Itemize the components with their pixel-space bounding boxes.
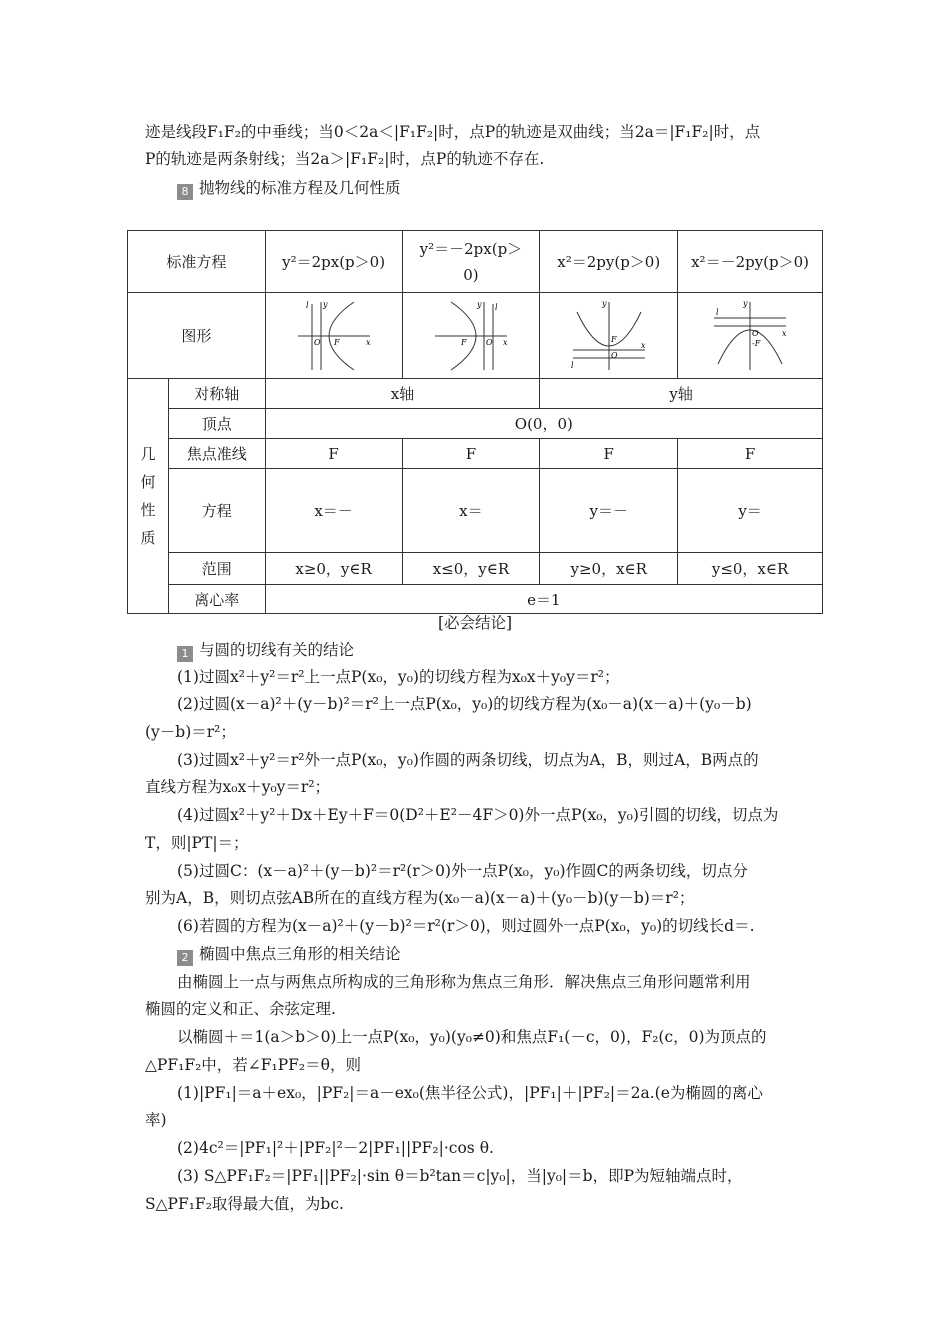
parabola-up-graph (569, 298, 649, 374)
svg-text:x: x (640, 340, 646, 350)
s1-line-2: (2)过圆(x－a)²＋(y－b)²＝r²上一点P(x₀，y₀)的切线方程为(x₀－a)(x－a)＋(y₀－b) (177, 695, 752, 713)
s2-line-8: (3) S△PF₁F₂＝|PF₁||PF₂|·sin θ＝b²tan＝c|y₀|，当|y₀|＝b，即P为短轴端点时， (177, 1167, 743, 1185)
axis-label: 对称轴 (168, 379, 265, 409)
range-2: x≤0，y∈R (402, 553, 540, 585)
svg-text:x: x (782, 328, 787, 338)
graph-label: 图形 (128, 293, 266, 379)
s2-line-4: △PF₁F₂中，若∠F₁PF₂＝θ，则 (145, 1056, 361, 1074)
s2-line-3: 以椭圆＋＝1(a＞b＞0)上一点P(x₀，y₀)(y₀≠0)和焦点F₁(－c，0)，F₂(c，0)为顶点的 (177, 1028, 767, 1046)
directrix-eq-4: y＝ (678, 469, 823, 553)
focus-label: 焦点准线 (168, 439, 265, 469)
section-1-heading (177, 638, 354, 663)
svg-text:O: O (610, 350, 618, 360)
svg-text:y: y (601, 298, 607, 308)
parabola-left-graph (431, 298, 511, 374)
equation-1: y²＝2px(p＞0) (265, 231, 402, 293)
section-number-badge: 1 (177, 646, 193, 662)
directrix-eq-2: x＝ (402, 469, 540, 553)
axis-y: y轴 (540, 379, 823, 409)
equation-2-part-1: y²＝－2px(p＞ (419, 239, 523, 258)
s2-line-7: (2)4c²＝|PF₁|²＋|PF₂|²－2|PF₁||PF₂|·cos θ. (177, 1139, 494, 1157)
svg-text:F: F (460, 337, 467, 347)
graph-down-opening (678, 293, 823, 379)
s1-line-1: (1)过圆x²＋y²＝r²上一点P(x₀，y₀)的切线方程为x₀x＋y₀y＝r²； (177, 668, 620, 686)
s1-line-6: (4)过圆x²＋y²＋Dx＋Ey＋F＝0(D²＋E²－4F＞0)外一点P(x₀，y₀)引圆的切线，切点为 (177, 806, 779, 824)
focus-3: F (540, 439, 678, 469)
section-number-badge: 2 (177, 950, 193, 966)
header-label: 标准方程 (128, 231, 266, 293)
s2-line-2: 椭圆的定义和正、余弦定理. (145, 1000, 336, 1018)
section-title: 椭圆中焦点三角形的相关结论 (199, 945, 401, 963)
svg-text:O: O (485, 337, 493, 347)
section-title: 抛物线的标准方程及几何性质 (199, 179, 401, 197)
vertex-value: O(0，0) (265, 409, 822, 439)
parabola-down-graph (710, 298, 790, 374)
s2-line-5: (1)|PF₁|＝a＋ex₀，|PF₂|＝a－ex₀(焦半径公式)，|PF₁|＋|PF₂|＝2a.(e为椭圆的离心 (177, 1084, 763, 1102)
s2-line-1: 由椭圆上一点与两焦点所构成的三角形称为焦点三角形．解决焦点三角形问题常利用 (177, 973, 751, 991)
graph-left-opening (402, 293, 540, 379)
s1-line-8: (5)过圆C：(x－a)²＋(y－b)²＝r²(r＞0)外一点P(x₀，y₀)作圆C的两条切线，切点分 (177, 862, 748, 880)
range-1: x≥0，y∈R (265, 553, 402, 585)
s2-line-9: S△PF₁F₂取得最大值，为bc. (145, 1195, 344, 1213)
parabola-table (127, 230, 823, 614)
svg-text:F: F (610, 334, 617, 344)
conclusions-title: [必会结论] (437, 614, 513, 632)
svg-text:l: l (570, 360, 574, 370)
focus-2: F (402, 439, 540, 469)
s1-line-7: T，则|PT|＝； (145, 834, 249, 852)
axis-x: x轴 (265, 379, 540, 409)
directrix-eq-label: 方程 (168, 469, 265, 553)
section-2-heading (177, 942, 401, 967)
svg-text:y: y (743, 298, 748, 308)
svg-text:l: l (716, 307, 719, 317)
parabola-right-graph (294, 298, 374, 374)
section-8-heading (177, 176, 401, 201)
svg-text:y: y (476, 299, 482, 309)
focus-1: F (265, 439, 402, 469)
graph-right-opening (265, 293, 402, 379)
directrix-eq-1: x＝－ (265, 469, 402, 553)
focus-4: F (678, 439, 823, 469)
svg-text:l: l (494, 302, 498, 312)
eccentricity-label: 离心率 (168, 585, 265, 614)
svg-text:y: y (322, 299, 328, 309)
svg-text:l: l (305, 300, 309, 310)
equation-2-part-2: 0) (463, 265, 479, 284)
section-title: 与圆的切线有关的结论 (199, 641, 355, 659)
s1-line-5: 直线方程为x₀x＋y₀y＝r²； (145, 778, 331, 796)
svg-text:O: O (313, 337, 321, 347)
svg-text:F: F (333, 337, 340, 347)
range-label: 范围 (168, 553, 265, 585)
svg-text:x: x (365, 337, 371, 347)
range-4: y≤0，x∈R (678, 553, 823, 585)
intro-line-2: P的轨迹是两条射线；当2a＞|F₁F₂|时，点P的轨迹不存在. (145, 150, 545, 168)
svg-text:O: O (752, 328, 759, 338)
s1-line-4: (3)过圆x²＋y²＝r²外一点P(x₀，y₀)作圆的两条切线，切点为A，B，则过A，B两点的 (177, 751, 759, 769)
s1-line-3: (y－b)＝r²； (145, 723, 236, 741)
s1-line-10: (6)若圆的方程为(x－a)²＋(y－b)²＝r²(r＞0)，则过圆外一点P(x₀，y₀)的切线长d＝. (177, 917, 755, 935)
svg-text:x: x (502, 337, 508, 347)
vertex-label: 顶点 (168, 409, 265, 439)
graph-up-opening (540, 293, 678, 379)
s2-line-6: 率) (145, 1111, 167, 1129)
section-number-badge: 8 (177, 184, 193, 200)
equation-4: x²＝－2py(p＞0) (678, 231, 823, 293)
equation-2 (402, 231, 540, 293)
svg-text:-F: -F (752, 338, 761, 348)
directrix-eq-3: y＝－ (540, 469, 678, 553)
s1-line-9: 别为A，B，则切点弦AB所在的直线方程为(x₀－a)(x－a)＋(y₀－b)(y－b)＝r²； (145, 889, 695, 907)
intro-line-1: 迹是线段F₁F₂的中垂线；当0＜2a＜|F₁F₂|时，点P的轨迹是双曲线；当2a＝|F₁F₂|时，点 (145, 123, 761, 141)
group-label: 几 何 性 质 (128, 379, 169, 614)
equation-3: x²＝2py(p＞0) (540, 231, 678, 293)
eccentricity-value: e＝1 (265, 585, 822, 614)
range-3: y≥0，x∈R (540, 553, 678, 585)
